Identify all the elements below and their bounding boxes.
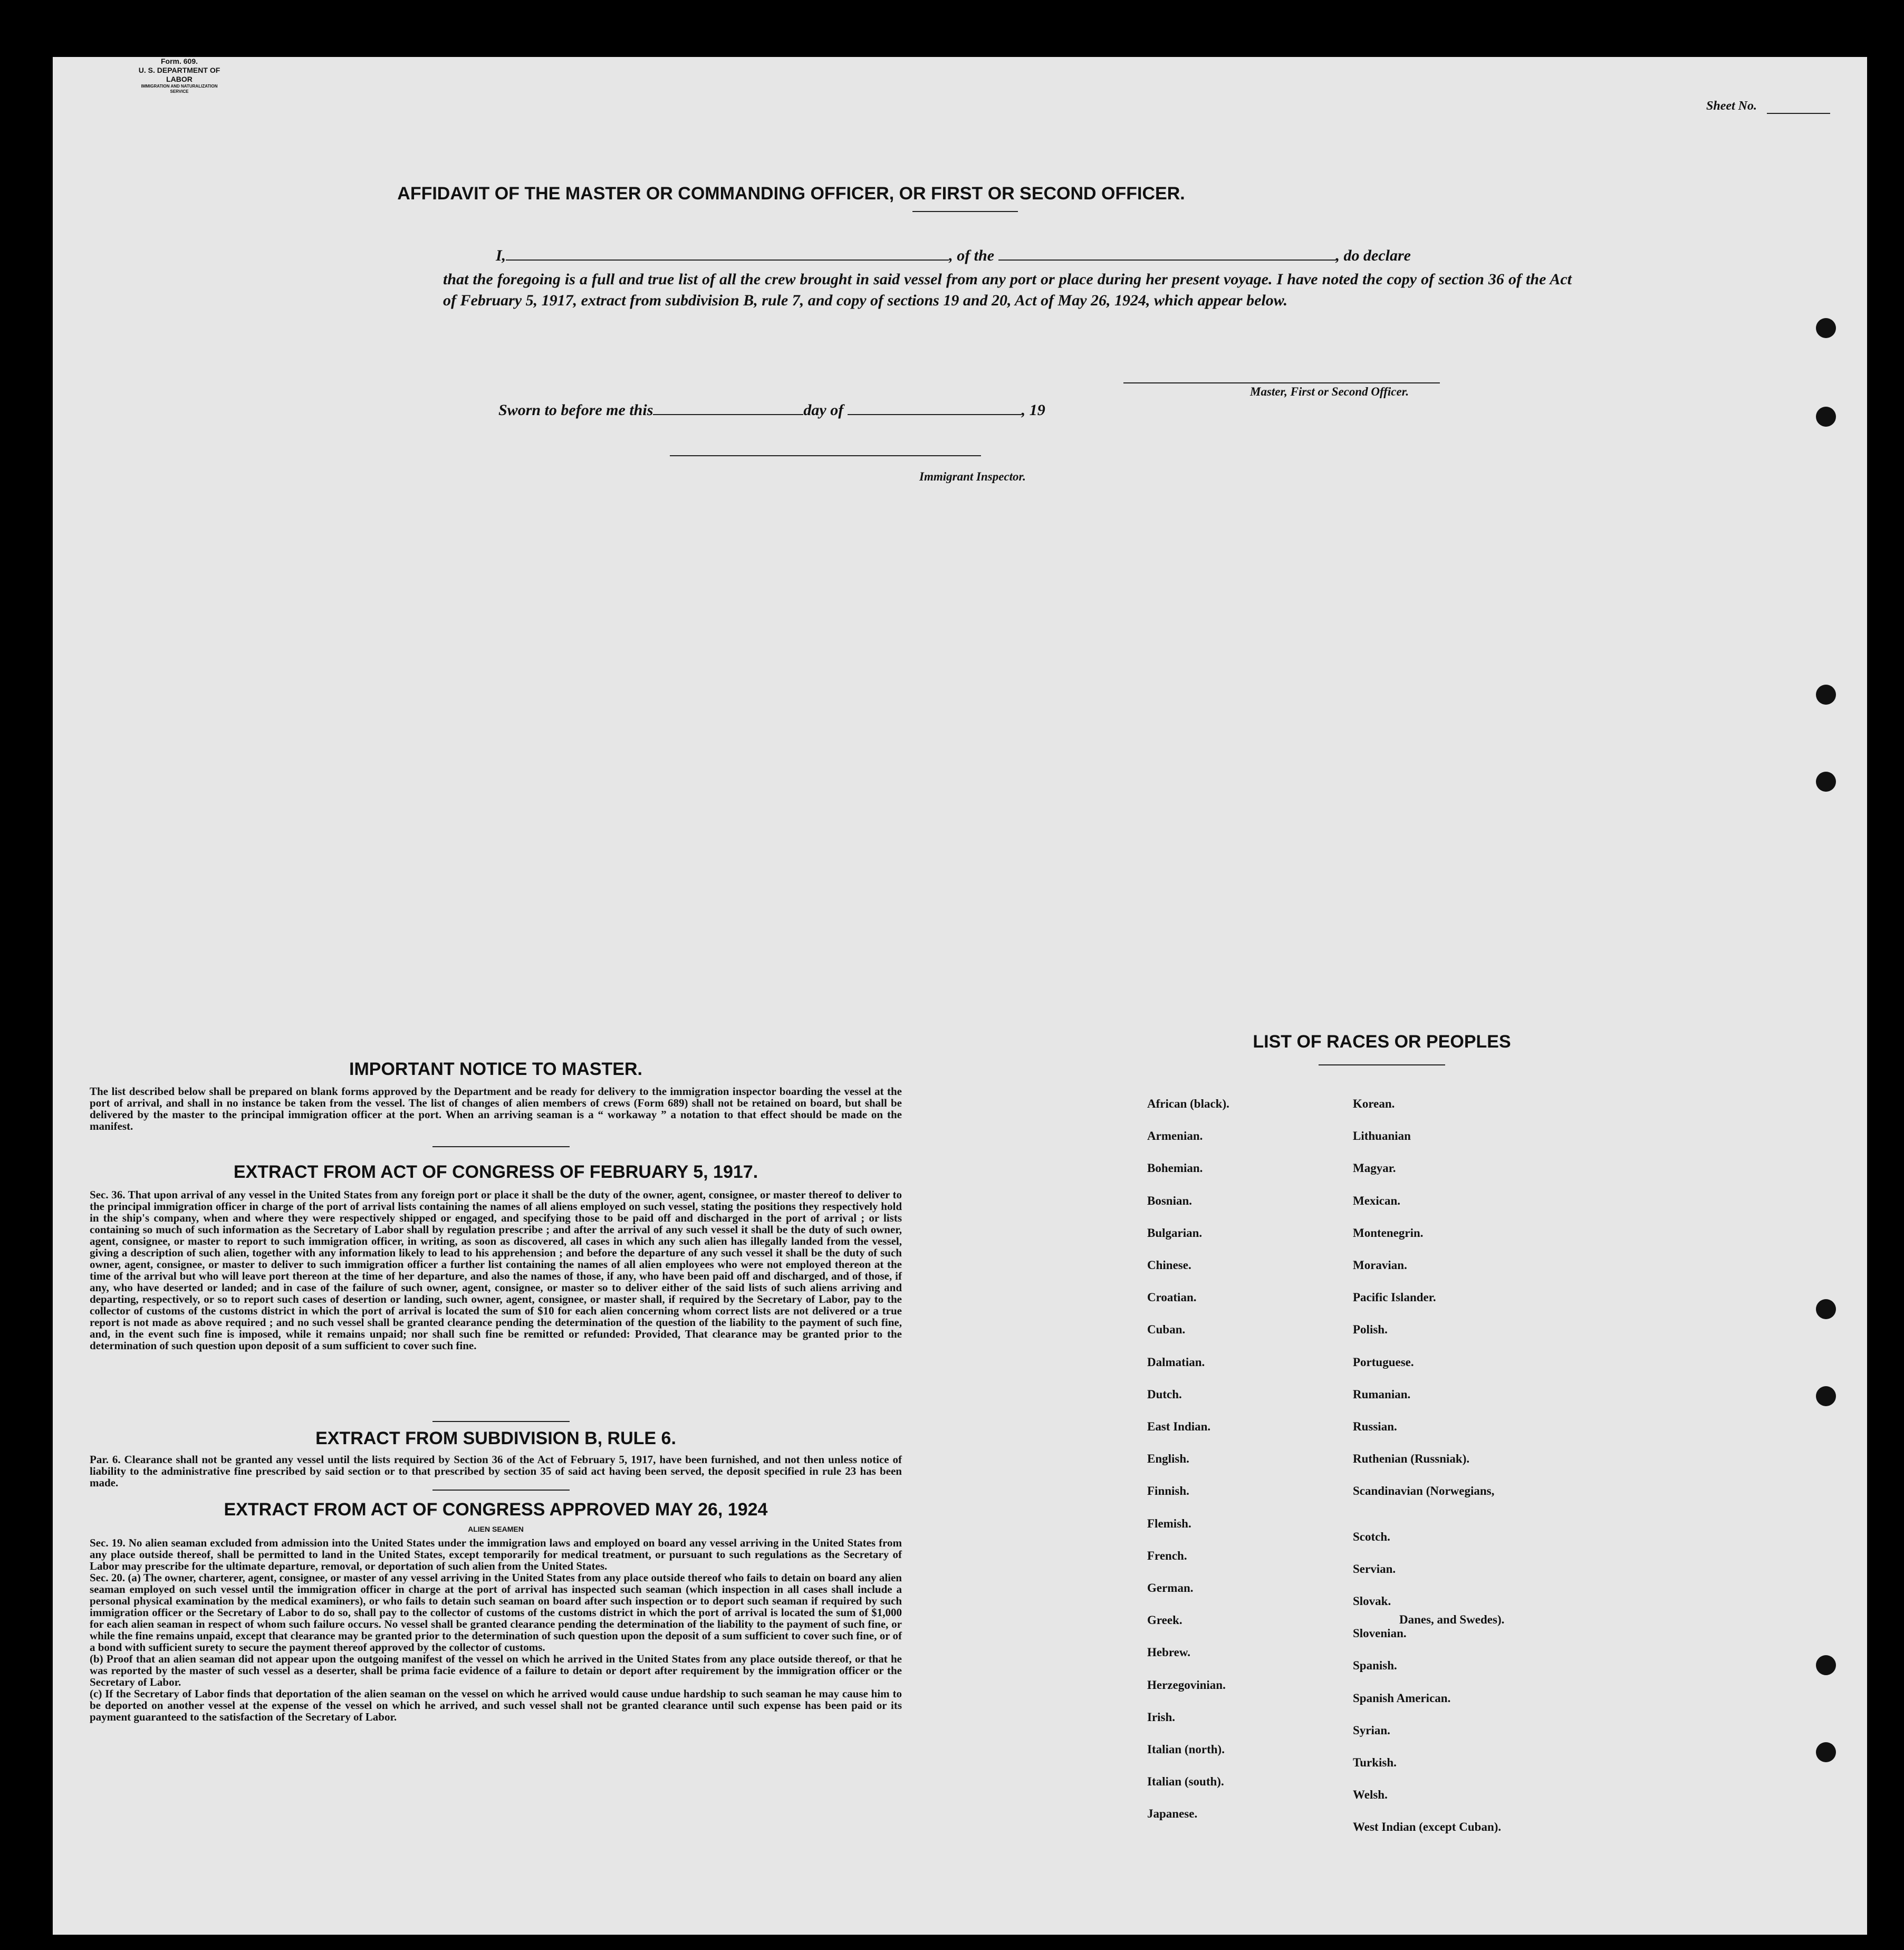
- race-right-item: Spanish American.: [1353, 1691, 1451, 1705]
- race-right-item: Welsh.: [1353, 1788, 1388, 1802]
- race-left-item: African (black).: [1147, 1097, 1229, 1110]
- service-name: IMMIGRATION AND NATURALIZATION SERVICE: [141, 84, 218, 94]
- race-right-item: Servian.: [1353, 1562, 1396, 1576]
- race-left-item: East Indian.: [1147, 1420, 1211, 1433]
- races-title: LIST OF RACES OR PEOPLES: [1253, 1032, 1511, 1052]
- race-right-item: Ruthenian (Russniak).: [1353, 1452, 1470, 1466]
- section-20b: (b) Proof that an alien seaman did not appear upon the outgoing manifest of the vessel on which he arrived in the United States from any place outside thereof, or that he was reported by the master of such vessel as a deserter, shall be prima facie evidence of a failure to detain or deport after requirement by the immigration officer or the Secretary of Labor.: [90, 1653, 902, 1688]
- form-number: Form. 609.: [160, 57, 198, 65]
- race-right-item: West Indian (except Cuban).: [1353, 1820, 1502, 1834]
- race-right-item: Magyar.: [1353, 1161, 1396, 1175]
- section-20c: (c) If the Secretary of Labor finds that deportation of the alien seaman on the vessel on which he arrived would cause undue hardship to such seaman he may cause him to be deported on another vessel at the expense of the vessel on which he arrived, and such vessel shall not be granted clearance until such expense has been paid or its payment guaranteed to the satisfaction of the Secretary of Labor.: [90, 1687, 902, 1723]
- races-rule: [1319, 1064, 1445, 1065]
- binding-hole: [1816, 1299, 1836, 1319]
- binding-hole: [1816, 407, 1836, 427]
- extract-1924-subtitle: ALIEN SEAMEN: [468, 1525, 524, 1533]
- binding-hole: [1816, 1742, 1836, 1762]
- race-left-item: Cuban.: [1147, 1323, 1186, 1337]
- rule6-body: Par. 6. Clearance shall not be granted any vessel until the lists required by Section 36 of the Act of February 5, 1917, have been furnished, and not then unless notice of liability to the administrative fine prescribed by said section or to that prescribed by section 35 of said act having been served, the deposit specified in rule 23 has been made.: [90, 1453, 902, 1489]
- inspector-signature-label: Immigrant Inspector.: [919, 470, 1026, 483]
- race-right-item: Portuguese.: [1353, 1355, 1414, 1369]
- extract-1924-title: EXTRACT FROM ACT OF CONGRESS APPROVED MAY 26, 1924: [224, 1500, 768, 1520]
- race-left-item: Dalmatian.: [1147, 1355, 1205, 1369]
- race-right-item: Lithuanian: [1353, 1129, 1411, 1143]
- race-left-item: Bohemian.: [1147, 1161, 1203, 1175]
- binding-hole: [1816, 1655, 1836, 1675]
- extract-1917-rule: [432, 1421, 570, 1422]
- race-right-item: Turkish.: [1353, 1756, 1397, 1769]
- vessel-name-field[interactable]: [998, 246, 1336, 261]
- sheet-number-label: Sheet No.: [1706, 99, 1757, 113]
- notice-rule: [432, 1146, 570, 1147]
- race-left-item: Hebrew.: [1147, 1646, 1190, 1659]
- race-right-item: Scotch.: [1353, 1530, 1390, 1543]
- binding-hole: [1816, 772, 1836, 792]
- affidavit-title: AFFIDAVIT OF THE MASTER OR COMMANDING OFFICER, OR FIRST OR SECOND OFFICER.: [397, 184, 1185, 204]
- race-left-item: German.: [1147, 1581, 1194, 1594]
- race-left-item: Japanese.: [1147, 1807, 1198, 1821]
- race-left-item: Bosnian.: [1147, 1194, 1193, 1207]
- race-right-item: Polish.: [1353, 1323, 1388, 1337]
- notice-body: The list described below shall be prepared on blank forms approved by the Department and be ready for delivery to the immigration inspector boarding the vessel at the port of arrival, and shall in no instance be taken from the vessel. The list of changes of alien members of crews (Form 689) shall not be retained on board, but shall be delivered by the master to the principal immigration officer at the port. When an arriving seaman is a “ workaway ” a notation to that effect should be made on the manifest.: [90, 1085, 902, 1132]
- declarant-suffix: , do declare: [1335, 247, 1411, 264]
- race-right-item: Slovak.: [1353, 1594, 1391, 1608]
- department-name: U. S. DEPARTMENT OF LABOR: [138, 66, 220, 83]
- race-right-item: Russian.: [1353, 1420, 1397, 1433]
- extract-1917-body: Sec. 36. That upon arrival of any vessel in the United States from any foreign port or place it shall be the duty of the owner, agent, consignee, or master thereof to deliver to the principal immigration officer in charge of the port of arrival lists containing the names of all aliens employed on such vessel, stating the positions they respectively hold in the ship's company, when and where they were respectively shipped or engaged, and specifying those to be paid off and discharged in the port of arrival ; or lists containing so much of such information as the Secretary of Labor shall by regulation prescribe ; and after the arrival of any such vessel it shall be the duty of such owner, agent, consignee, or master to report to such immigration officer, in writing, as soon as discovered, all cases in which any such alien has illegally landed from the vessel, giving a description of such alien, together with any information likely to lead to his apprehension ; and before the departure of any such vessel it shall be the duty of such owner, agent, consignee, or master to deliver to such immigration officer a further list containing the names of all alien employees who were not employed thereon at the time of the arrival but who will leave port thereon at the time of her departure, and also the names of those, if any, who have been paid off and discharged, and of those, if any, who have deserted or landed; and in case of the failure of such owner, agent, consignee, or master so to deliver either of the said lists of such aliens arriving and departing, respectively, or so to report such cases of desertion or landing, such owner, agent, consignee, or master shall, if required by the Secretary of Labor, pay to the collector of customs of the customs district in which the port of arrival is located the sum of $10 for each alien concerning whom correct lists are not delivered or a true report is not made as above required ; and no such vessel shall be granted clearance pending the determination of the question of the liability to the payment of such fine, and, in the event such fine is imposed, while it remains unpaid; nor shall such fine be remitted or refunded: Provided, That clearance may be granted prior to the determination of such question upon deposit of a sum sufficient to cover such fine.: [90, 1188, 902, 1352]
- declarant-of-the: , of the: [949, 247, 995, 264]
- race-left-item: Bulgarian.: [1147, 1226, 1203, 1240]
- affidavit-body: that the foregoing is a full and true list of all the crew brought in said vessel from any port or place during her present voyage. I have noted the copy of section 36 of the Act of February 5, 1917, extract from subdivision B, rule 7, and copy of sections 19 and 20, Act of May 26, 1924, which appear below.: [443, 271, 1572, 309]
- race-right-item: Spanish.: [1353, 1659, 1397, 1673]
- race-left-item: Irish.: [1147, 1710, 1176, 1724]
- race-right-item: Rumanian.: [1353, 1387, 1411, 1401]
- declarant-name-field[interactable]: [506, 246, 949, 261]
- race-right-item: Moravian.: [1353, 1259, 1407, 1272]
- race-left-item: Italian (south).: [1147, 1775, 1224, 1789]
- sheet-number-line: [1767, 113, 1830, 114]
- section-19: Sec. 19. No alien seaman excluded from admission into the United States under the immigration laws and employed on board any vessel arriving in the United States from any place outside thereof, shall be permitted to land in the United States, except temporarily for medical treatment, or pursuant to such regulations as the Secretary of Labor may prescribe for the ultimate departure, removal, or deportation of such alien from the United States.: [90, 1536, 902, 1572]
- race-right-item: Pacific Islander.: [1353, 1291, 1436, 1304]
- race-left-item: Flemish.: [1147, 1516, 1191, 1530]
- race-right-item: Korean.: [1353, 1097, 1395, 1110]
- sworn-day-of: day of: [803, 401, 844, 419]
- race-left-item: Croatian.: [1147, 1291, 1197, 1304]
- document-sheet: [53, 57, 1867, 1935]
- sworn-prefix: Sworn to before me this: [498, 401, 653, 419]
- declarant-prefix: I,: [496, 247, 506, 264]
- sworn-year: , 19: [1021, 401, 1045, 419]
- master-signature-line: [1123, 382, 1440, 383]
- declaration-line: [496, 246, 1411, 265]
- extract-1917-title: EXTRACT FROM ACT OF CONGRESS OF FEBRUARY 5, 1917.: [233, 1162, 758, 1182]
- binding-hole: [1816, 318, 1836, 338]
- binding-hole: [1816, 685, 1836, 705]
- sworn-month-field[interactable]: [848, 400, 1022, 415]
- race-left-item: Finnish.: [1147, 1484, 1189, 1498]
- race-right-continuation: Danes, and Swedes).: [1399, 1613, 1505, 1626]
- affidavit-title-rule: [912, 211, 1018, 212]
- notice-title: IMPORTANT NOTICE TO MASTER.: [349, 1059, 642, 1079]
- race-left-item: Greek.: [1147, 1613, 1182, 1627]
- extract-1924-body: [90, 1537, 902, 1723]
- race-right-item: Syrian.: [1353, 1723, 1390, 1737]
- rule6-rule: [432, 1490, 570, 1491]
- sworn-date-field[interactable]: [653, 400, 803, 415]
- master-signature-label: Master, First or Second Officer.: [1250, 385, 1409, 398]
- race-left-item: Herzegovinian.: [1147, 1678, 1226, 1692]
- race-right-item: Slovenian.: [1353, 1627, 1407, 1640]
- race-right-item: Mexican.: [1353, 1194, 1401, 1207]
- rule6-title: EXTRACT FROM SUBDIVISION B, RULE 6.: [315, 1428, 676, 1448]
- race-left-item: English.: [1147, 1452, 1189, 1466]
- form-header: [132, 57, 227, 94]
- race-left-item: Dutch.: [1147, 1387, 1182, 1401]
- race-right-item: Scandinavian (Norwegians,: [1353, 1484, 1495, 1498]
- binding-hole: [1816, 1386, 1836, 1406]
- race-left-item: French.: [1147, 1549, 1187, 1562]
- race-left-item: Armenian.: [1147, 1129, 1203, 1143]
- inspector-signature-line: [670, 455, 981, 456]
- section-20a: Sec. 20. (a) The owner, charterer, agent, consignee, or master of any vessel arriving in the United States from any place outside thereof who fails to detain on board any alien seaman employed on such vessel until the immigration officer in charge at the port of arrival has inspected such seaman (which inspection in all cases shall include a personal physical examination by the medical examiners), or who fails to detain such seaman on board after such inspection or to deport such seaman if required by such immigration officer or the Secretary of Labor to do so, shall pay to the collector of customs of the customs district in which the port of arrival is located the sum of $1,000 for each alien seaman in respect of whom such failure occurs. No vessel shall be granted clearance pending the determination of the liability to the payment of such fine, or while the fine remains unpaid, except that clearance may be granted prior to the determination of such question upon the deposit of a sum sufficient to cover such fine, or of a bond with sufficient surety to secure the payment thereof approved by the collector of customs.: [90, 1571, 902, 1654]
- sworn-line: [498, 400, 1045, 419]
- race-right-item: Montenegrin.: [1353, 1226, 1424, 1240]
- race-left-item: Chinese.: [1147, 1259, 1191, 1272]
- race-left-item: Italian (north).: [1147, 1743, 1225, 1756]
